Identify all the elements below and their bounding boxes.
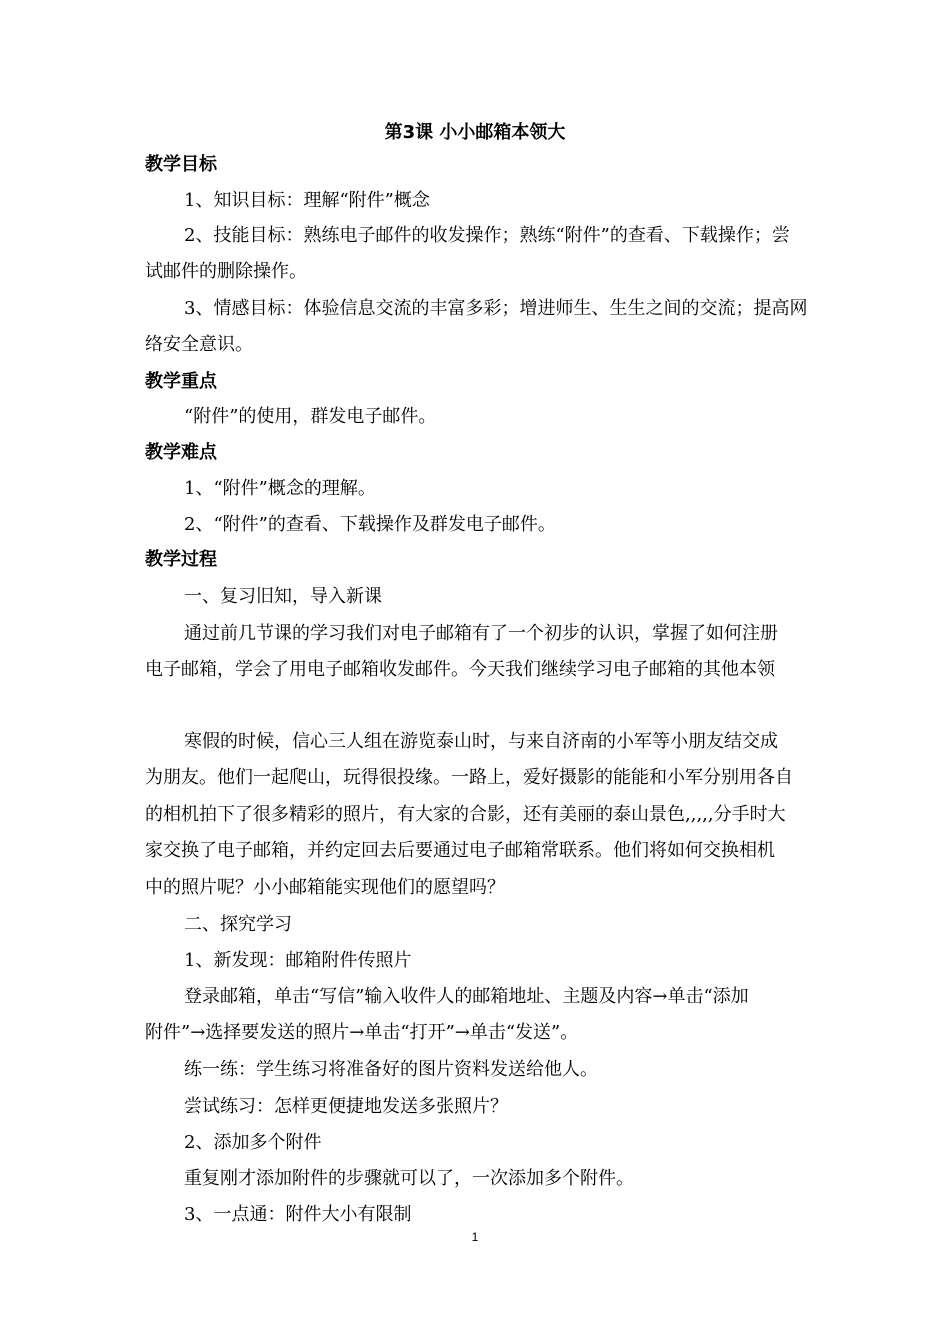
discovery-heading: 1、新发现：邮箱附件传照片 [184, 950, 412, 971]
goal-emotion-line2: 络安全意识。 [145, 334, 253, 355]
goal-skill-line2: 试邮件的删除操作。 [145, 261, 307, 282]
difficulty-2: 2、“附件”的查看、下载操作及群发电子邮件。 [184, 514, 556, 535]
process-review-line2: 电子邮箱，学会了用电子邮箱收发邮件。今天我们继续学习电子邮箱的其他本领 [145, 659, 775, 680]
process-step-1: 一、复习旧知，导入新课 [184, 586, 382, 607]
goal-knowledge: 1、知识目标：理解“附件”概念 [184, 190, 430, 211]
heading-goals: 教学目标 [145, 154, 217, 175]
multi-attach-heading: 2、添加多个附件 [184, 1132, 322, 1153]
goal-emotion-line1: 3、情感目标：体验信息交流的丰富多彩；增进师生、生生之间的交流；提高网 [184, 298, 808, 319]
multi-attach-text: 重复刚才添加附件的步骤就可以了，一次添加多个附件。 [184, 1168, 634, 1189]
page-title: 第3课 小小邮箱本领大 [384, 122, 566, 143]
steps-line1: 登录邮箱，单击“写信”输入收件人的邮箱地址、主题及内容→单击“添加 [184, 986, 749, 1007]
story-line5: 中的照片呢？小小邮箱能实现他们的愿望吗？ [145, 877, 505, 898]
heading-key-points: 教学重点 [145, 371, 217, 392]
story-line1: 寒假的时候，信心三人组在游览泰山时，与来自济南的小军等小朋友结交成 [184, 731, 778, 752]
process-review-line1: 通过前几节课的学习我们对电子邮箱有了一个初步的认识，掌握了如何注册 [184, 623, 778, 644]
practice-text: 练一练：学生练习将准备好的图片资料发送给他人。 [184, 1059, 598, 1080]
heading-difficulties: 教学难点 [145, 442, 217, 463]
goal-skill-line1: 2、技能目标：熟练电子邮件的收发操作；熟练“附件”的查看、下载操作；尝 [184, 225, 790, 246]
story-line2: 为朋友。他们一起爬山，玩得很投缘。一路上，爱好摄影的能能和小军分别用各自 [145, 767, 793, 788]
heading-process: 教学过程 [145, 549, 217, 570]
process-step-2: 二、探究学习 [184, 914, 292, 935]
steps-line2: 附件”→选择要发送的照片→单击“打开”→单击“发送”。 [145, 1022, 579, 1043]
try-practice-text: 尝试练习：怎样更便捷地发送多张照片？ [184, 1096, 508, 1117]
story-line4: 家交换了电子邮箱，并约定回去后要通过电子邮箱常联系。他们将如何交换相机 [145, 840, 775, 861]
key-point-text: “附件”的使用，群发电子邮件。 [184, 406, 437, 427]
size-limit-heading: 3、一点通：附件大小有限制 [184, 1204, 412, 1225]
page-number: 1 [471, 1230, 479, 1244]
story-line3: 的相机拍下了很多精彩的照片，有大家的合影，还有美丽的泰山景色,,,,,分手时大 [145, 804, 786, 825]
difficulty-1: 1、“附件”概念的理解。 [184, 478, 376, 499]
